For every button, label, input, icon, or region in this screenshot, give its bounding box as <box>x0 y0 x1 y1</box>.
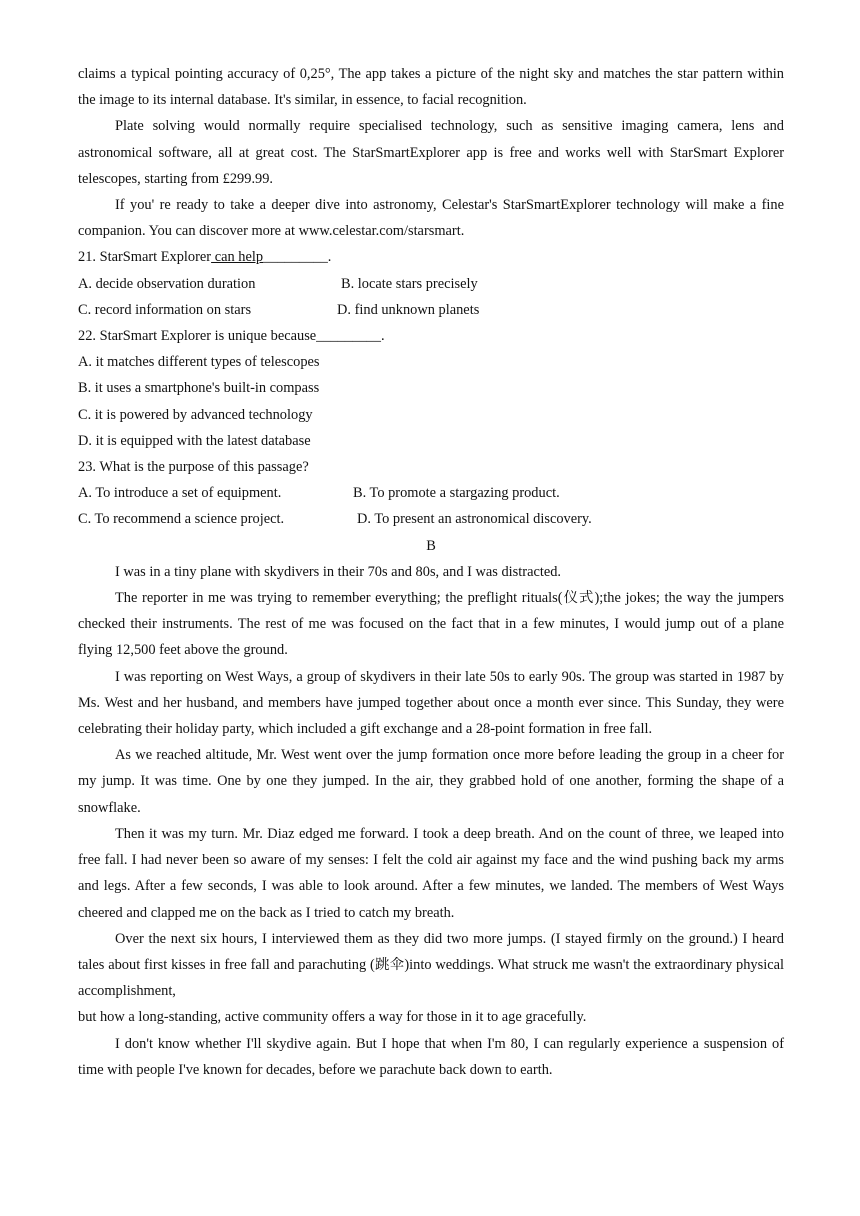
question-21-stem-text: 21. StarSmart Explorer <box>78 249 212 266</box>
passage-b-heading: B <box>426 537 436 554</box>
question-23-option-c: C. To recommend a science project. <box>78 511 285 528</box>
passage-b-paragraph-4: As we reached altitude, Mr. West went over the jump formation once more before leading the group in a cheer for my jump. It was time. One by one they jumped. In the air, they grabbed hold of one another, forming the shape of a snowflake. <box>78 747 784 816</box>
question-21-option-b: B. locate stars precisely <box>341 275 478 292</box>
question-23-option-b: B. To promote a stargazing product. <box>353 485 560 502</box>
question-23-option-a: A. To introduce a set of equipment. <box>78 485 282 502</box>
passage-b-paragraph-7: I don't know whether I'll skydive again. But I hope that when I'm 80, I can regularly experience a suspension of time with people I've known for decades, before we parachute back down to earth. <box>78 1035 784 1078</box>
question-21-stem <box>78 244 784 270</box>
passage-a-paragraph-1: claims a typical pointing accuracy of 0,25°, The app takes a picture of the night sky and matches the star pattern within the image to its internal database. It's similar, in essence, to facial recognition. <box>78 66 784 109</box>
passage-b-paragraph-2: The reporter in me was trying to remember everything; the preflight rituals(仪式);the jokes; the way the jumpers checked their instruments. The rest of me was focused on the fact that in a few minutes, I would jump out of a plane flying 12,500 feet above the ground. <box>78 590 784 659</box>
question-23-options-row-1 <box>78 480 784 506</box>
passage-b-paragraph-3: I was reporting on West Ways, a group of skydivers in their late 50s to early 90s. The group was started in 1987 by Ms. West and her husband, and members have jumped together about once a month ever since. This Sunday, they were celebrating their holiday party, which included a gift exchange and a 28-point formation in free fall. <box>78 668 784 738</box>
question-21-option-a: A. decide observation duration <box>78 275 256 292</box>
question-22-option-b: B. it uses a smartphone's built-in compass <box>78 380 320 397</box>
question-22-option-d: D. it is equipped with the latest database <box>78 432 311 449</box>
question-21-underlined-text: can help <box>211 249 264 266</box>
passage-b-paragraph-1: I was in a tiny plane with skydivers in their 70s and 80s, and I was distracted. <box>115 563 562 580</box>
passage-a-paragraph-2: Plate solving would normally require specialised technology, such as sensitive imaging camera, lens and astronomical software, all at great cost. The StarSmartExplorer app is free and works well with StarSmart Explorer telescopes, starting from £299.99. <box>78 118 784 187</box>
question-23-stem: 23. What is the purpose of this passage? <box>78 459 309 476</box>
document-page <box>78 61 784 1083</box>
question-23-options-row-2 <box>78 506 784 532</box>
question-23-option-d: D. To present an astronomical discovery. <box>357 511 592 528</box>
passage-b-paragraph-5: Then it was my turn. Mr. Diaz edged me forward. I took a deep breath. And on the count of three, we leaped into free fall. I had never been so aware of my senses: I felt the cold air against my face and the wind pushing back my arms and legs. After a few seconds, I was able to look around. After a few minutes, we landed. The members of West Ways cheered and clapped me on the back as I tried to catch my breath. <box>78 825 784 921</box>
question-21-blank: _________. <box>263 249 332 266</box>
passage-b-paragraph-6: Over the next six hours, I interviewed them as they did two more jumps. (I stayed firmly on the ground.) I heard tales about first kisses in free fall and parachuting (跳伞)into weddings. What struck me wasn't the extraordinary physical accomplishment, <box>78 930 784 1000</box>
question-21-options-row-1 <box>78 271 784 297</box>
question-22-option-c: C. it is powered by advanced technology <box>78 406 313 423</box>
question-21-option-c: C. record information on stars <box>78 301 252 318</box>
question-22-stem: 22. StarSmart Explorer is unique because_________. <box>78 328 385 345</box>
passage-a-paragraph-3: If you' re ready to take a deeper dive into astronomy, Celestar's StarSmartExplorer technology will make a fine companion. You can discover more at www.celestar.com/starsmart. <box>78 197 784 240</box>
question-21-option-d: D. find unknown planets <box>337 301 480 318</box>
question-21-options-row-2 <box>78 297 784 323</box>
passage-b-paragraph-6-continued: but how a long-standing, active community offers a way for those in it to age gracefully. <box>78 1009 587 1026</box>
question-22-option-a: A. it matches different types of telescopes <box>78 354 320 371</box>
